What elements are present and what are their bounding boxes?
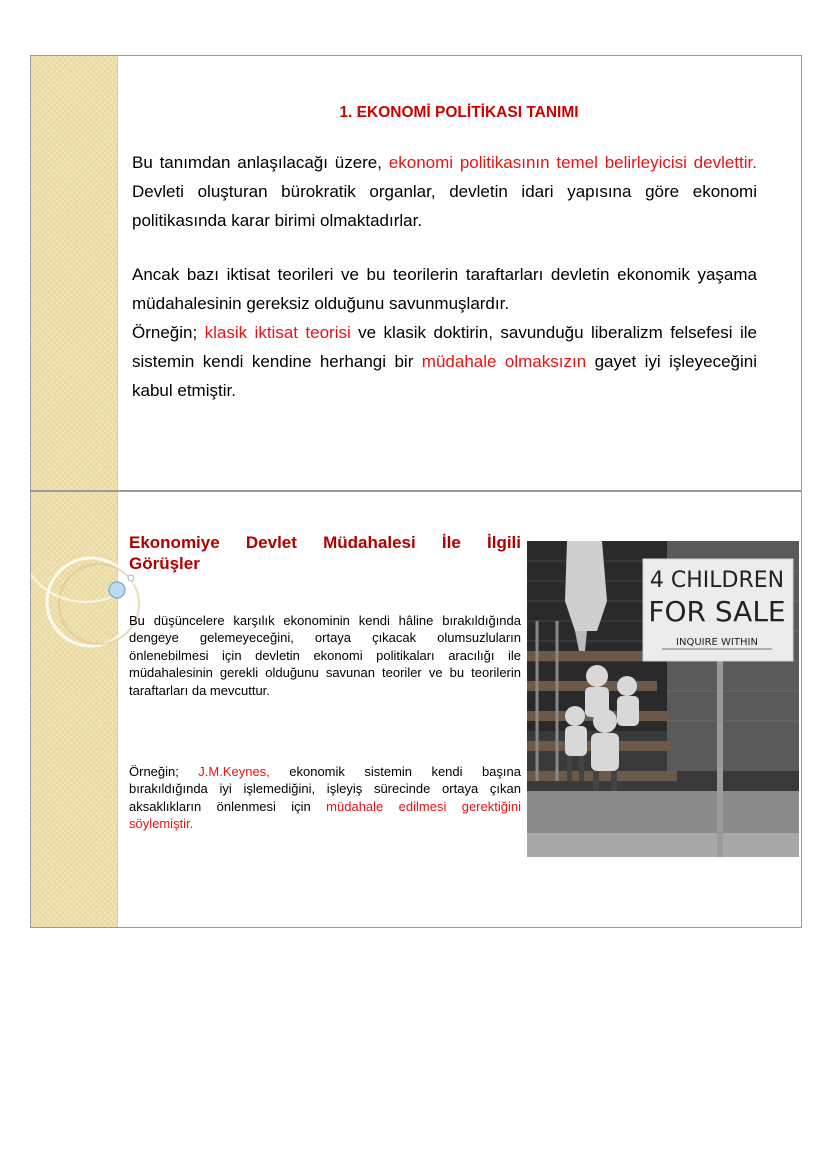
text-span: Örneğin; [129, 764, 199, 779]
paragraph [129, 763, 521, 833]
text-span: Bu tanımdan anlaşılacağı üzere, [132, 153, 389, 172]
highlight-text: ekonomi politikasının temel belirleyicisi devlettir. [388, 153, 757, 172]
decorative-strip [31, 56, 118, 490]
text-span: ekonomik sistemin kendi başına bırakıldığında iyi işlemediğini, işleyiş sürecinde ortaya çıkan aksaklıkların önlenmesi için [129, 764, 521, 814]
paragraph [132, 148, 757, 235]
slide-title: Ekonomiye Devlet Müdahalesi İle İlgili [129, 533, 521, 552]
text-span: Ancak bazı iktisat teorileri ve bu teorilerin taraftarları devletin ekonomik yaşama müdahalesinin gereksiz olduğunu savunmuşlardır. [132, 265, 757, 313]
sign-line-1: 4 CHILDREN [649, 568, 785, 593]
slide-title: 1. EKONOMİ POLİTİKASI TANIMI [339, 104, 579, 121]
highlight-text: klasik iktisat teorisi [204, 323, 351, 342]
slide-2 [30, 491, 802, 928]
text-span: Örneğin; [132, 323, 205, 342]
sign-line-3: INQUIRE WITHIN [676, 637, 758, 648]
text-span: ve klasik doktirin, savunduğu liberalizm felsefesi ile sistemin kendi kendine herhangi bir [132, 323, 757, 371]
slide-1 [30, 55, 802, 491]
highlight-text: müdahale edilmesi gerektiğini söylemiştir. [129, 798, 521, 832]
highlight-text: müdahale olmaksızın [421, 352, 587, 371]
paragraph: Bu düşüncelere karşılık ekonominin kendi hâline bırakıldığında dengeye gelemeyeceğini, ortaya çıkacak olumsuzluların önlenebilmesi için devletin ekonomi politikaları aracılığı ile müdahalesinin gerekli olduğunu savunan teoriler ve bu teorilerin taraftarları da mevcuttur. [129, 613, 521, 698]
paragraph [132, 260, 757, 405]
sign-line-2: FOR SALE [648, 595, 786, 628]
slide-title-line2: Görüşler [129, 554, 200, 573]
children-for-sale-photo [527, 541, 799, 857]
photo-illustration [527, 541, 799, 857]
highlight-text: J.M.Keynes, [198, 764, 270, 779]
text-span: gayet iyi işleyeceğini kabul etmiştir. [132, 352, 757, 400]
text-span: Devleti oluşturan bürokratik organlar, devletin idari yapısına göre ekonomi politikasında karar birimi olmaktadırlar. [132, 182, 757, 230]
